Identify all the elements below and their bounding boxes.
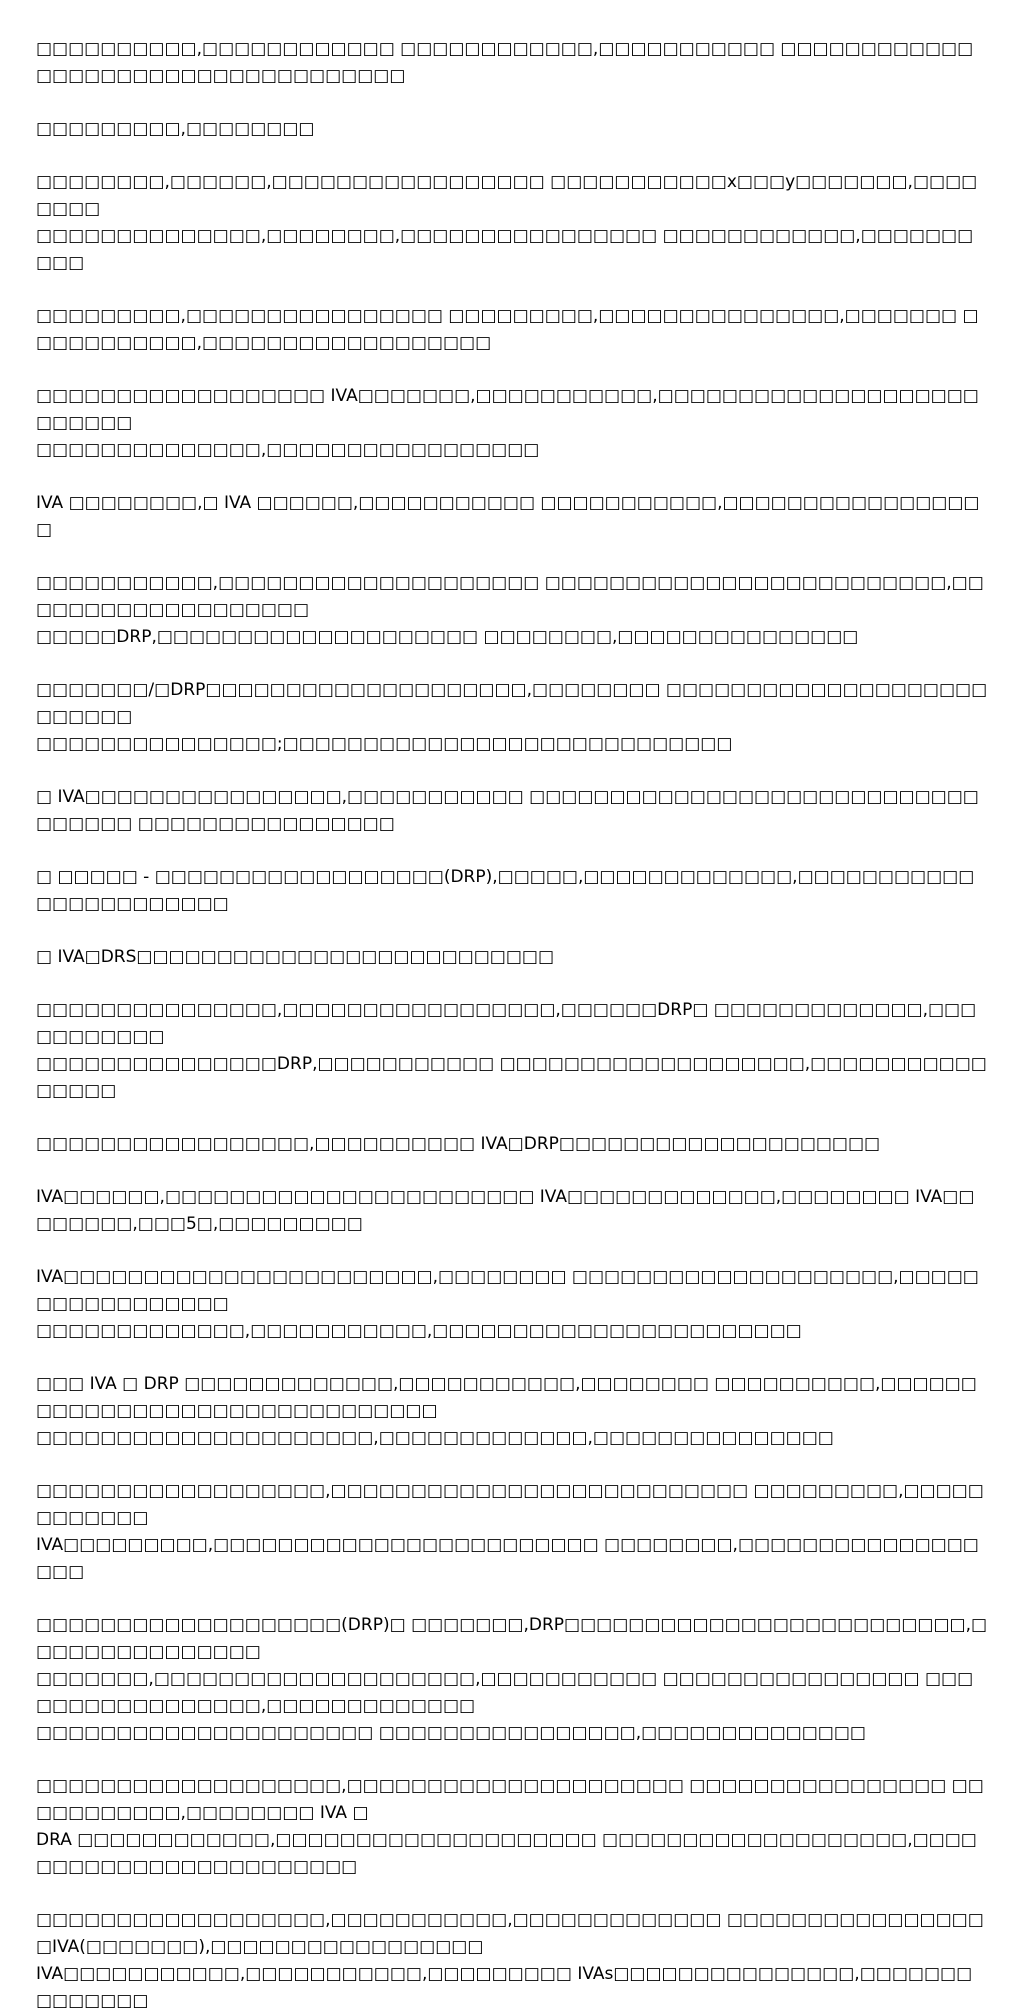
paragraph-3: □□□□□□□□,□□□□□□,□□□□□□□□□□□□□□□□□ □□□□□□□□□□□x□□□y□□□□□□□,□□□□□□□□ □□□□□□□□□□□□□□,□□□□□□□□,□□□□□□□□□□□□□□□□ □□□□□□□□□□□□,□□□□□□□□□□ — [36, 172, 978, 273]
paragraph-6: IVA □□□□□□□□,□ IVA □□□□□□,□□□□□□□□□□□ □□□□□□□□□□□,□□□□□□□□□□□□□□□□□ — [36, 493, 980, 540]
paragraph-14: IVA□□□□□□,□□□□□□□□□□□□□□□□□□□□□□□ IVA□□□□□□□□□□□□□,□□□□□□□□ IVA□□□□□□□□,□□□5□,□□□□□□□□□ — [36, 1187, 975, 1234]
paragraph-16: □□□ IVA □ DRP □□□□□□□□□□□□□,□□□□□□□□□□□,□□□□□□□□ □□□□□□□□□□,□□□□□□□□□□□□□□□□□□□□□□□□□□□□□□□ □□□□□□□□□□□□□□□□□□□□□,□□□□□□□□□□□□□,□□□□□□□□□□□□□□□ — [36, 1374, 977, 1448]
paragraph-4: □□□□□□□□□,□□□□□□□□□□□□□□□□ □□□□□□□□□,□□□□□□□□□□□□□□□,□□□□□□□ □□□□□□□□□□□,□□□□□□□□□□□□□□□□□□ — [36, 306, 979, 353]
paragraph-2: □□□□□□□□□,□□□□□□□□ — [36, 119, 315, 139]
paragraph-9: □ IVA□□□□□□□□□□□□□□□□,□□□□□□□□□□□ □□□□□□□□□□□□□□□□□□□□□□□□□□□□□□□□□□ □□□□□□□□□□□□□□□□ — [36, 787, 979, 834]
paragraph-20: □□□□□□□□□□□□□□□□□□,□□□□□□□□□□□,□□□□□□□□□□□□□ □□□□□□□□□□□□□□□□□IVA(□□□□□□□),□□□□□□□□□□□□□□□□□ IVA□□□□□□□□□□□,□□□□□□□□□□□,□□□□□□□□□ IVAs□□□□□□□□□□□□□□□,□□□□□□□□□□□□□□ — [36, 1910, 984, 2011]
paragraph-18: □□□□□□□□□□□□□□□□□□□(DRP)□ □□□□□□□,DRP□□□□□□□□□□□□□□□□□□□□□□□□□,□□□□□□□□□□□□□□□ □□□□□□□,□□□□□□□□□□□□□□□□□□□□,□□□□□□□□□□□ □□□□□□□□□□□□□□□□ □□□□□□□□□□□□□□□□□,□□□□□□□□□□□□□ □□□□□□□□□□□□□□□□□□□□□ □□□□□□□□□□□□□□□□,□□□□□□□□□□□□□□ — [36, 1615, 988, 1743]
paragraph-8: □□□□□□□/□DRP□□□□□□□□□□□□□□□□□□□□,□□□□□□□□ □□□□□□□□□□□□□□□□□□□□□□□□□□ □□□□□□□□□□□□□□□;□□□□□□□□□□□□□□□□□□□□□□□□□□□□ — [36, 680, 988, 754]
paragraph-12: □□□□□□□□□□□□□□□,□□□□□□□□□□□□□□□□□,□□□□□□DRP□ □□□□□□□□□□□□□,□□□□□□□□□□□ □□□□□□□□□□□□□□□DRP,□□□□□□□□□□□ □□□□□□□□□□□□□□□□□□□,□□□□□□□□□□□□□□□□ — [36, 1000, 987, 1101]
paragraph-17: □□□□□□□□□□□□□□□□□□,□□□□□□□□□□□□□□□□□□□□□□□□□□ □□□□□□□□□,□□□□□□□□□□□□ IVA□□□□□□□□□,□□□□□□□□□□□□□□□□□□□□□□□□ □□□□□□□□,□□□□□□□□□□□□□□□□□□ — [36, 1481, 984, 1582]
paragraph-13: □□□□□□□□□□□□□□□□□,□□□□□□□□□□ IVA□DRP□□□□□□□□□□□□□□□□□□□□ — [36, 1134, 881, 1154]
paragraph-1: □□□□□□□□□□,□□□□□□□□□□□□ □□□□□□□□□□□□,□□□□□□□□□□□ □□□□□□□□□□□□□□□□□□□□□□□□□□□□□□□□□□□ — [36, 39, 974, 86]
paragraph-10: □ □□□□□ - □□□□□□□□□□□□□□□□□□(DRP),□□□□□,□□□□□□□□□□□□□,□□□□□□□□□□□□□□□□□□□□□□□ — [36, 867, 975, 914]
paragraph-15: IVA□□□□□□□□□□□□□□□□□□□□□□□,□□□□□□□□ □□□□□□□□□□□□□□□□□□□□,□□□□□□□□□□□□□□□□□ □□□□□□□□□□□□□,□□□□□□□□□□□,□□□□□□□□□□□□□□□□□□□□□□□ — [36, 1267, 979, 1341]
paragraph-7: □□□□□□□□□□□,□□□□□□□□□□□□□□□□□□□□ □□□□□□□□□□□□□□□□□□□□□□□□□,□□□□□□□□□□□□□□□□□□□ □□□□□DRP,□□□□□□□□□□□□□□□□□□□□ □□□□□□□□,□□□□□□□□□□□□□□□ — [36, 573, 984, 647]
paragraph-5: □□□□□□□□□□□□□□□□□□ IVA□□□□□□□,□□□□□□□□□□□,□□□□□□□□□□□□□□□□□□□□□□□□□□ □□□□□□□□□□□□□□,□□□□□□□□□□□□□□□□□ — [36, 386, 979, 460]
paragraph-19: □□□□□□□□□□□□□□□□□□□,□□□□□□□□□□□□□□□□□□□□□ □□□□□□□□□□□□□□□□ □□□□□□□□□□□,□□□□□□□□ IVA □ DRA □□□□□□□□□□□□,□□□□□□□□□□□□□□□□□□□□ □□□□□□□□□□□□□□□□□□□,□□□□□□□□□□□□□□□□□□□□□□□□ — [36, 1776, 984, 1877]
paragraph-11: □ IVA□DRS□□□□□□□□□□□□□□□□□□□□□□□□□□ — [36, 947, 555, 967]
